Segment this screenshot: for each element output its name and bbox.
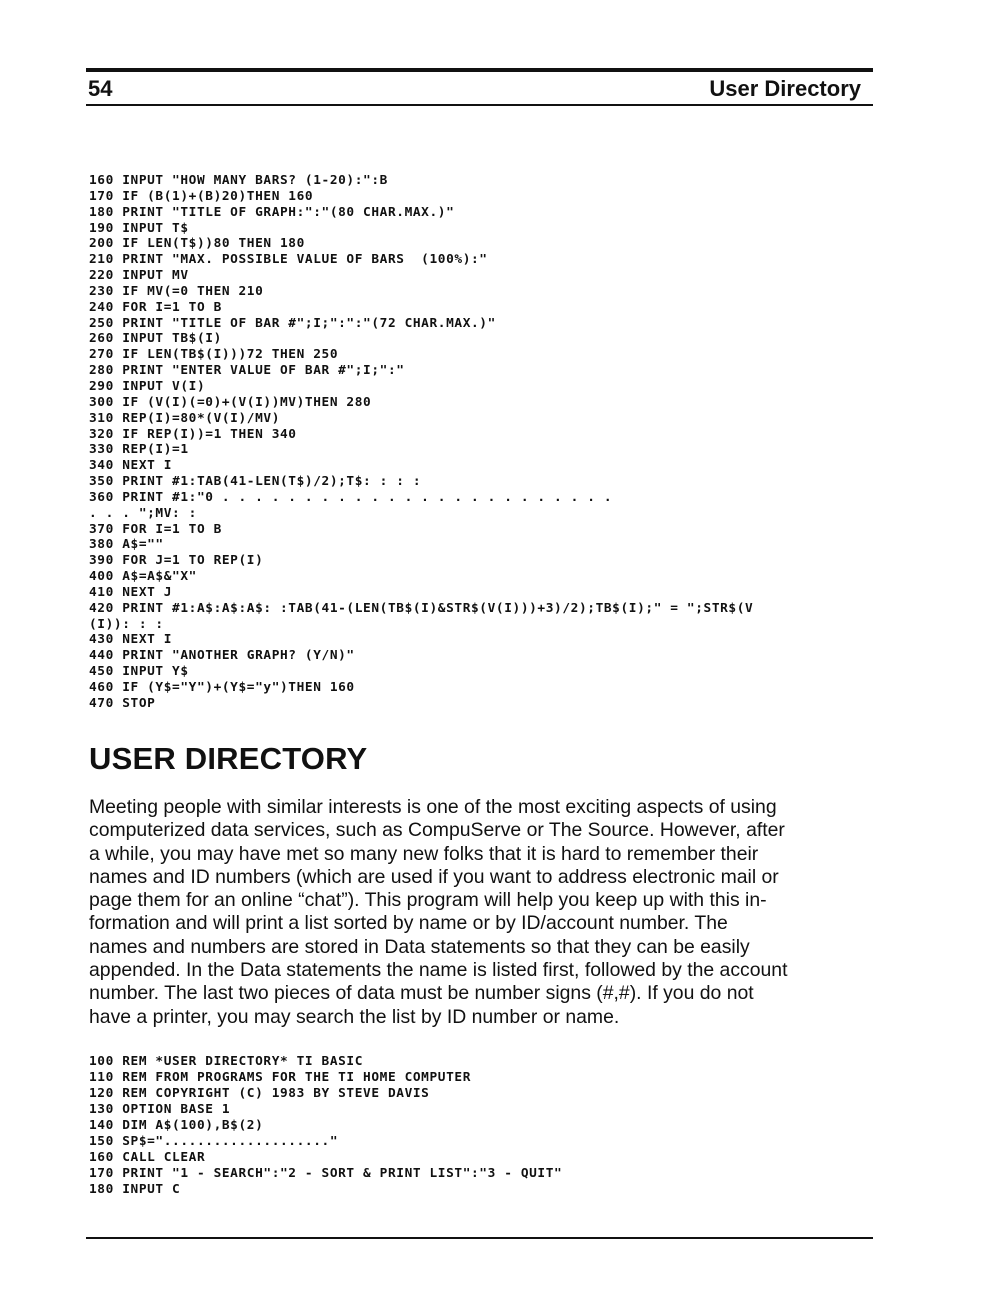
code-line: 240 FOR I=1 TO B [89, 299, 222, 315]
code-line: 170 IF (B(1)+(B)20)THEN 160 [89, 188, 314, 204]
code-line: 350 PRINT #1:TAB(41-LEN(T$)/2);T$: : : : [89, 474, 422, 490]
prose-line: number. The last two pieces of data must be number signs (#,#). If you do not [89, 982, 754, 1005]
prose-line: Meeting people with similar interests is one of the most exciting aspects of using [89, 796, 777, 818]
code-line: 260 INPUT TB$(I) [89, 331, 222, 347]
code-line: 450 INPUT Y$ [89, 664, 189, 680]
section-title: USER DIRECTORY [89, 741, 368, 776]
code-line: 180 INPUT C [89, 1182, 181, 1197]
code-line: 340 NEXT I [89, 458, 173, 474]
code-line: 320 IF REP(I))=1 THEN 340 [89, 426, 297, 442]
code-line: 200 IF LEN(T$))80 THEN 180 [89, 236, 305, 252]
code-line: 410 NEXT J [89, 584, 173, 600]
footer-rule [86, 1237, 873, 1239]
running-title: User Directory [709, 76, 861, 101]
code-line: 120 REM COPYRIGHT (C) 1983 BY STEVE DAVIS [89, 1086, 430, 1101]
code-line: 280 PRINT "ENTER VALUE OF BAR #";I;":" [89, 363, 405, 379]
code-line: 130 OPTION BASE 1 [89, 1102, 231, 1117]
code-line: 390 FOR J=1 TO REP(I) [89, 553, 264, 569]
prose-line: formation and will print a list sorted by name or by ID/account number. The [89, 912, 728, 935]
code-line: 180 PRINT "TITLE OF GRAPH:":"(80 CHAR.MAX.)" [89, 204, 455, 220]
code-line: 100 REM *USER DIRECTORY* TI BASIC [89, 1054, 364, 1069]
prose-line: page them for an online “chat”). This program will help you keep up with this in- [89, 889, 767, 912]
code-line: 110 REM FROM PROGRAMS FOR THE TI HOME COMPUTER [89, 1070, 472, 1085]
code-line: 190 INPUT T$ [89, 220, 189, 236]
prose-line: have a printer, you may search the list by ID number or name. [89, 1005, 620, 1028]
code-line: . . . ";MV: : [89, 505, 197, 521]
page-header [86, 76, 873, 102]
code-line: 330 REP(I)=1 [89, 442, 189, 458]
code-line: 270 IF LEN(TB$(I)))72 THEN 250 [89, 347, 339, 363]
code-line: 380 A$="" [89, 537, 164, 553]
page-number: 54 [88, 76, 113, 101]
code-line: 210 PRINT "MAX. POSSIBLE VALUE OF BARS (100%):" [89, 252, 488, 268]
code-line: 440 PRINT "ANOTHER GRAPH? (Y/N)" [89, 648, 355, 664]
code-line: 460 IF (Y$="Y")+(Y$="y")THEN 160 [89, 680, 355, 695]
code-line: 290 INPUT V(I) [89, 378, 206, 394]
body-paragraph [89, 796, 869, 1029]
code-line: (I)): : : [89, 616, 164, 632]
header-underline [86, 104, 873, 106]
code-line: 230 IF MV(=0 THEN 210 [89, 283, 264, 299]
code-line: 400 A$=A$&"X" [89, 569, 197, 585]
code-line: 250 PRINT "TITLE OF BAR #";I;":":"(72 CHAR.MAX.)" [89, 315, 496, 331]
basic-listing-user-directory [89, 1054, 562, 1198]
code-line: 300 IF (V(I)(=0)+(V(I))MV)THEN 280 [89, 394, 372, 410]
code-line: 420 PRINT #1:A$:A$:A$: :TAB(41-(LEN(TB$(I)&STR$(V(I)))+3)/2);TB$(I);" = ";STR$(V [89, 600, 754, 616]
prose-line: appended. In the Data statements the name is listed first, followed by the account [89, 959, 788, 982]
code-line: 160 CALL CLEAR [89, 1150, 206, 1165]
code-line: 140 DIM A$(100),B$(2) [89, 1118, 264, 1133]
prose-line: a while, you may have met so many new folks that it is hard to remember their [89, 842, 759, 865]
header-rule [86, 68, 873, 72]
basic-listing-graph [89, 173, 753, 712]
code-line: 160 INPUT "HOW MANY BARS? (1-20):":B [89, 173, 388, 188]
code-line: 170 PRINT "1 - SEARCH":"2 - SORT & PRINT LIST":"3 - QUIT" [89, 1166, 563, 1181]
code-line: 370 FOR I=1 TO B [89, 521, 222, 537]
prose-line: names and ID numbers (which are used if you want to address electronic mail or [89, 865, 779, 888]
code-line: 220 INPUT MV [89, 268, 189, 284]
prose-line: computerized data services, such as CompuServe or The Source. However, after [89, 819, 785, 842]
code-line: 310 REP(I)=80*(V(I)/MV) [89, 410, 281, 426]
code-line: 360 PRINT #1:"0 . . . . . . . . . . . . . . . . . . . . . . . . [89, 489, 613, 505]
code-line: 470 STOP [89, 695, 156, 711]
prose-line: names and numbers are stored in Data statements so that they can be easily [89, 935, 750, 958]
code-line: 430 NEXT I [89, 632, 173, 648]
code-line: 150 SP$="...................." [89, 1134, 339, 1149]
